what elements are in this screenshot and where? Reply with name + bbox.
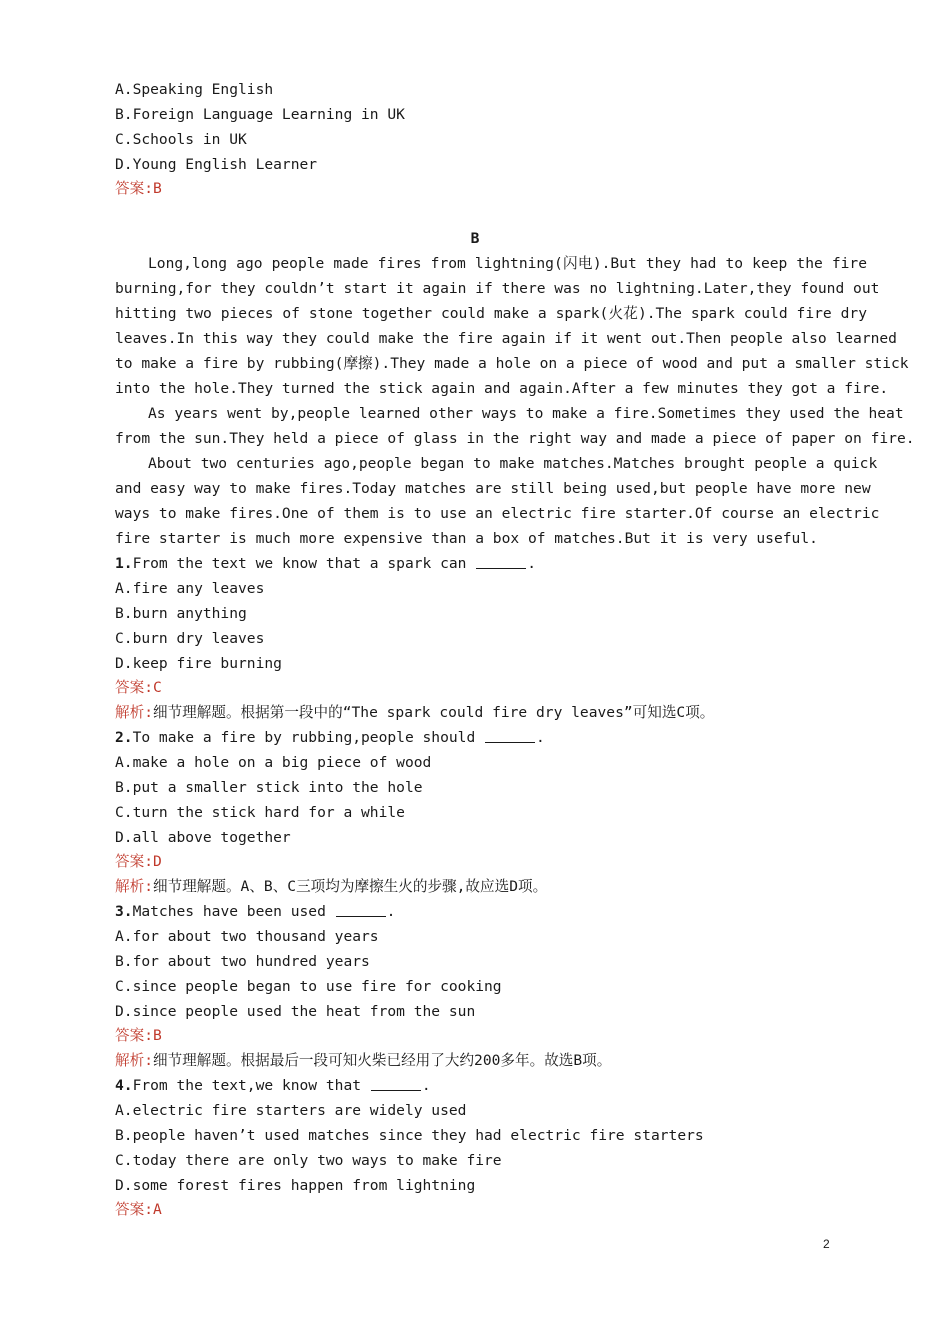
option-a: A.Speaking English [115,81,274,98]
option-a: A.electric fire starters are widely used [115,1102,467,1119]
passage-line: to make a fire by rubbing(摩擦).They made a hole on a piece of wood and put a smaller stick [115,355,909,372]
option-d: D.all above together [115,829,291,846]
passage-line: About two centuries ago,people began to make matches.Matches brought people a quick [148,455,878,472]
section-title: B [470,230,480,247]
option-c: C.Schools in UK [115,131,247,148]
explanation: 解析:细节理解题。A、B、C三项均为摩擦生火的步骤,故应选D项。 [115,878,548,895]
passage-line: and easy way to make fires.Today matches are still being used,but people have more new [115,480,871,497]
option-a: A.fire any leaves [115,580,265,597]
passage-line: from the sun.They held a piece of glass in the right way and made a piece of paper on fire. [115,430,915,447]
option-b: B.put a smaller stick into the hole [115,779,423,796]
option-d: D.some forest fires happen from lightning [115,1177,476,1194]
option-c: C.turn the stick hard for a while [115,804,405,821]
passage-line: hitting two pieces of stone together could make a spark(火花).The spark could fire dry [115,305,867,322]
option-c: C.burn dry leaves [115,630,265,647]
option-d: D.since people used the heat from the sun [115,1003,476,1020]
question-1-stem: 1.From the text we know that a spark can . [115,555,537,572]
passage-line: Long,long ago people made fires from lightning(闪电).But they had to keep the fire [148,255,867,272]
passage-line: burning,for they couldn’t start it again if there was no lightning.Later,they found out [115,280,880,297]
answer-blank [476,567,526,569]
option-a: A.for about two thousand years [115,928,379,945]
option-c: C.today there are only two ways to make fire [115,1152,502,1169]
question-2-stem: 2.To make a fire by rubbing,people should . [115,729,545,746]
option-b: B.for about two hundred years [115,953,370,970]
answer: 答案:B [115,1027,162,1044]
answer: 答案:D [115,853,162,870]
passage-line: leaves.In this way they could make the fire again if it went out.Then people also learned [115,330,897,347]
option-b: B.burn anything [115,605,247,622]
question-4-stem: 4.From the text,we know that . [115,1077,431,1094]
page-number: 2 [823,1237,830,1251]
option-b: B.Foreign Language Learning in UK [115,106,405,123]
passage-line: ways to make fires.One of them is to use an electric fire starter.Of course an electric [115,505,880,522]
explanation: 解析:细节理解题。根据最后一段可知火柴已经用了大约200多年。故选B项。 [115,1052,612,1069]
passage-line: As years went by,people learned other ways to make a fire.Sometimes they used the heat [148,405,904,422]
answer-blank [371,1089,421,1091]
explanation: 解析:细节理解题。根据第一段中的“The spark could fire dry leaves”可知选C项。 [115,704,715,721]
question-3-stem: 3.Matches have been used . [115,903,396,920]
option-d: D.Young English Learner [115,156,318,173]
passage-line: into the hole.They turned the stick again and again.After a few minutes they got a fire. [115,380,889,397]
option-b: B.people haven’t used matches since they had electric fire starters [115,1127,704,1144]
option-a: A.make a hole on a big piece of wood [115,754,432,771]
option-c: C.since people began to use fire for cooking [115,978,502,995]
answer: 答案:A [115,1201,162,1218]
passage-line: fire starter is much more expensive than a box of matches.But it is very useful. [115,530,818,547]
answer-blank [485,741,535,743]
option-d: D.keep fire burning [115,655,282,672]
answer-blank [336,915,386,917]
answer: 答案:B [115,180,162,197]
answer: 答案:C [115,679,162,696]
